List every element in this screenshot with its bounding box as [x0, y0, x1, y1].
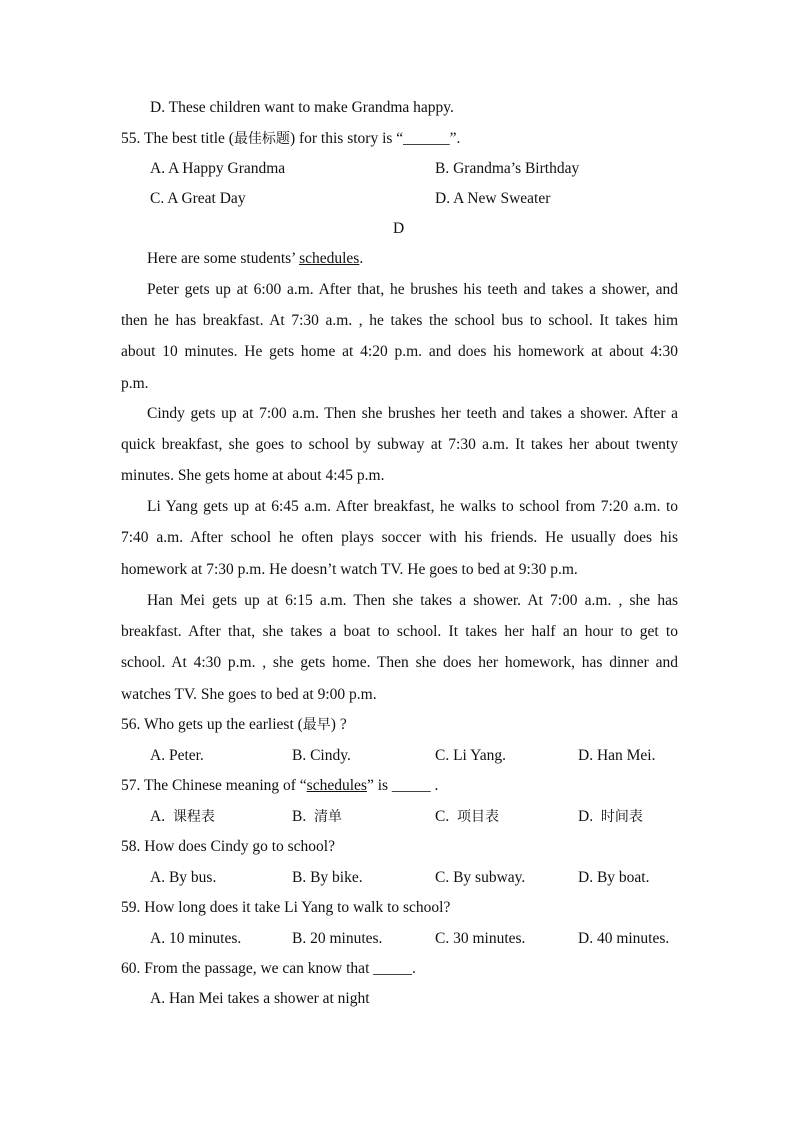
q55-cjk: 最佳标题: [233, 131, 290, 147]
q56-option-a: A. Peter.: [150, 747, 204, 764]
q56-question: [121, 715, 347, 735]
q59-option-c: C. 30 minutes.: [435, 930, 526, 947]
q57-option-c-letter: C.: [435, 808, 450, 825]
q56-suffix: ) ?: [330, 716, 347, 733]
passage-line: then he has breakfast. At 7:30 a.m. , he takes the school bus to school. It takes him: [121, 312, 678, 329]
q59-option-a: A. 10 minutes.: [150, 930, 242, 947]
q56-cjk: 最早: [302, 717, 331, 733]
q58-option-d: D. By boat.: [578, 869, 650, 886]
q57-option-c-text: 项目表: [456, 809, 499, 825]
passage-line: Cindy gets up at 7:00 a.m. Then she brushes her teeth and takes a shower. After a: [147, 405, 678, 422]
passage-intro-prefix: Here are some students’: [147, 250, 300, 267]
passage-line: school. At 4:30 p.m. , she gets home. Then she does her homework, has dinner and: [121, 654, 678, 671]
passage-line: 7:40 a.m. After school he often plays soccer with his friends. He usually does his: [121, 529, 678, 546]
passage-line: minutes. She gets home at about 4:45 p.m.: [121, 467, 385, 484]
q57-option-b: [292, 807, 342, 827]
q56-option-c: C. Li Yang.: [435, 747, 507, 764]
q58-option-c: C. By subway.: [435, 869, 526, 886]
passage-intro: [147, 249, 363, 269]
q56-option-d: D. Han Mei.: [578, 747, 656, 764]
q57-option-c: [435, 807, 499, 827]
q59-option-d: D. 40 minutes.: [578, 930, 670, 947]
section-label: D: [393, 220, 405, 237]
q57-option-d: [578, 807, 643, 827]
q56-prefix: 56. Who gets up the earliest (: [121, 716, 303, 733]
q58-option-b: B. By bike.: [292, 869, 363, 886]
q60-question: 60. From the passage, we can know that _____.: [121, 960, 416, 977]
q57-prefix: 57. The Chinese meaning of “: [121, 777, 307, 794]
q57-suffix: ” is _____ .: [366, 777, 439, 794]
passage-line: Peter gets up at 6:00 a.m. After that, he brushes his teeth and takes a shower, and: [147, 281, 678, 298]
q57-option-d-text: 时间表: [600, 809, 643, 825]
q55-question: [121, 129, 460, 149]
passage-line: Li Yang gets up at 6:45 a.m. After breakfast, he walks to school from 7:20 a.m. to: [147, 498, 678, 515]
passage-line: quick breakfast, she goes to school by subway at 7:30 a.m. It takes her about twenty: [121, 436, 678, 453]
passage-intro-suffix: .: [359, 250, 364, 267]
q57-option-d-letter: D.: [578, 808, 594, 825]
q54-option-d: D. These children want to make Grandma happy.: [150, 99, 454, 116]
q55-suffix: ) for this story is “______”.: [289, 130, 461, 147]
q57-option-b-letter: B.: [292, 808, 307, 825]
passage-line: homework at 7:30 p.m. He doesn’t watch TV. He goes to bed at 9:30 p.m.: [121, 561, 578, 578]
q57-word: schedules: [306, 777, 367, 794]
q60-option-a: A. Han Mei takes a shower at night: [150, 990, 370, 1007]
q59-question: 59. How long does it take Li Yang to walk to school?: [121, 899, 451, 916]
q59-option-b: B. 20 minutes.: [292, 930, 383, 947]
q55-option-d: D. A New Sweater: [435, 190, 551, 207]
passage-line: p.m.: [121, 375, 149, 392]
q55-option-a: A. A Happy Grandma: [150, 160, 286, 177]
passage-intro-word: schedules: [299, 250, 360, 267]
q57-option-a-text: 课程表: [172, 809, 215, 825]
q56-option-b: B. Cindy.: [292, 747, 351, 764]
passage-line: about 10 minutes. He gets home at 4:20 p.m. and does his homework at about 4:30: [121, 343, 678, 360]
q58-option-a: A. By bus.: [150, 869, 217, 886]
q55-prefix: 55. The best title (: [121, 130, 234, 147]
q55-option-b: B. Grandma’s Birthday: [435, 160, 580, 177]
passage-line: watches TV. She goes to bed at 9:00 p.m.: [121, 686, 377, 703]
q57-question: [121, 776, 438, 796]
q58-question: 58. How does Cindy go to school?: [121, 838, 335, 855]
q55-option-c: C. A Great Day: [150, 190, 246, 207]
q57-option-b-text: 清单: [313, 809, 342, 825]
q57-option-a: [150, 807, 215, 827]
q57-option-a-letter: A.: [150, 808, 166, 825]
passage-line: Han Mei gets up at 6:15 a.m. Then she takes a shower. At 7:00 a.m. , she has: [147, 592, 678, 609]
passage-line: breakfast. After that, she takes a boat to school. It takes her half an hour to get to: [121, 623, 678, 640]
